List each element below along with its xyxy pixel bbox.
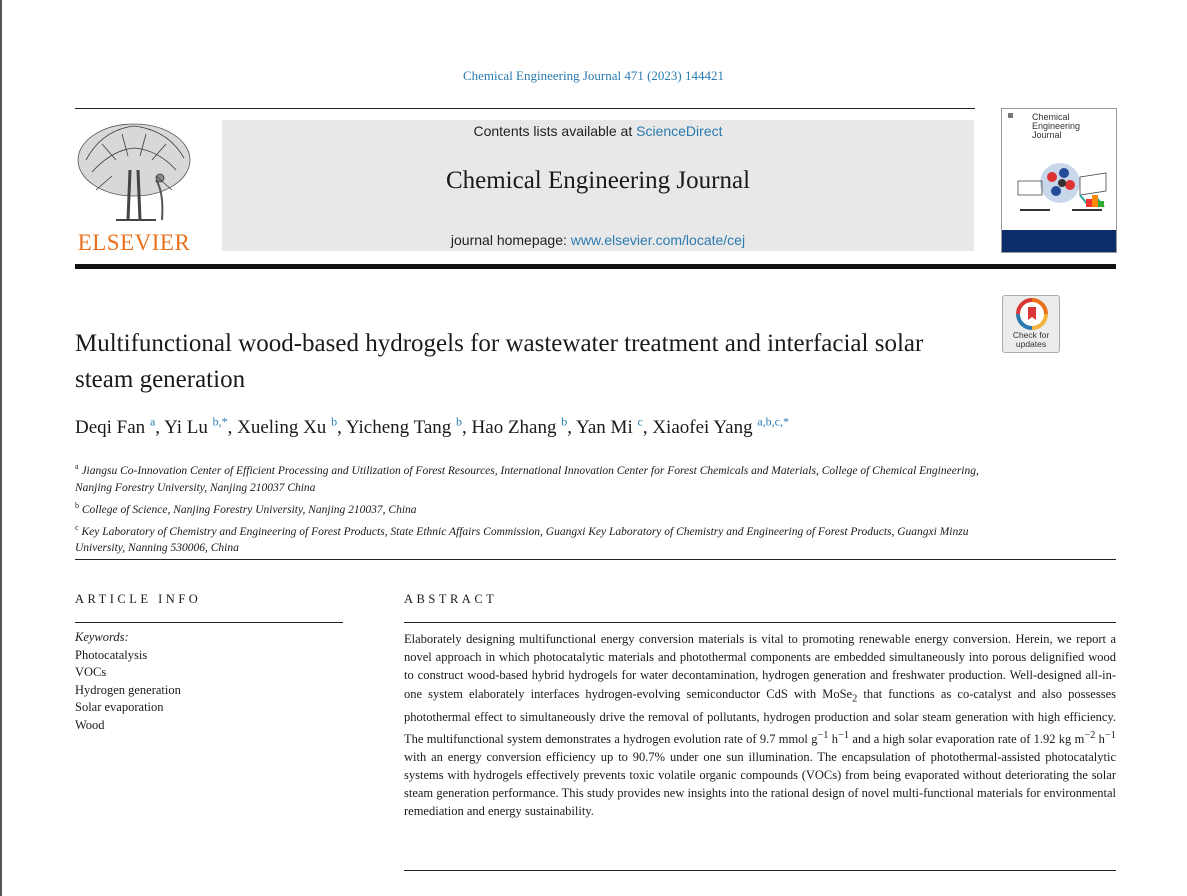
abstract-heading: ABSTRACT xyxy=(404,592,498,606)
header-top-rule xyxy=(75,108,975,109)
author-name[interactable]: Yan Mi xyxy=(576,417,633,438)
affiliation-mark: c xyxy=(75,522,79,532)
affiliation-mark: b xyxy=(75,500,79,510)
abstract-bottom-rule xyxy=(404,870,1116,871)
elsevier-tree-icon xyxy=(72,120,196,228)
contents-prefix: Contents lists available at xyxy=(473,123,637,139)
affiliation-item xyxy=(75,497,985,519)
article-info-rule xyxy=(75,622,343,623)
author-name[interactable]: Deqi Fan xyxy=(75,417,146,438)
page-edge-rule xyxy=(0,0,2,896)
author-affiliation-mark[interactable]: b,* xyxy=(212,414,228,429)
keyword-item: VOCs xyxy=(75,665,107,679)
affiliation-text: Key Laboratory of Chemistry and Engineering of Forest Products, State Ethnic Affairs Commission, Guangxi Key Laboratory of Chemistry and Engineering of Forest Products, Guangxi Minzu University, Nanning 530006, China xyxy=(75,525,969,555)
keyword-item: Wood xyxy=(75,717,105,732)
check-updates-icon xyxy=(1003,296,1061,332)
affiliation-list xyxy=(75,458,985,557)
author-affiliation-mark[interactable]: a xyxy=(149,414,156,429)
article-title: Multifunctional wood-based hydrogels for wastewater treatment and interfacial solar steam generation xyxy=(75,330,924,393)
journal-title: Chemical Engineering Journal xyxy=(445,167,751,194)
affiliation-mark: a xyxy=(75,462,79,471)
author-affiliation-mark[interactable]: b xyxy=(561,414,568,429)
keywords-block xyxy=(75,629,181,734)
journal-cover-thumbnail[interactable] xyxy=(1001,108,1117,253)
author-affiliation-mark[interactable]: b xyxy=(456,414,463,429)
author-name[interactable]: Yicheng Tang xyxy=(345,417,452,438)
keyword-item: Solar evaporation xyxy=(75,700,164,714)
cover-footer-band xyxy=(1002,230,1116,252)
check-for-updates-badge[interactable] xyxy=(1002,295,1060,353)
affiliation-text: College of Science, Nanjing Forestry University, Nanjing 210037, China xyxy=(81,503,417,516)
abstract-text: Elaborately designing multifunctional energy conversion materials is vital to promoting renewable energy conversion. Herein, we report a novel approach in which photocatalytic materials and photothermal components are embedded simultaneously into porous delignified wood to construct wood-based hybrid hydrogels for water decontamination, hydrogen generation and freshwater production. Well-designed all-in-one system elaborately interfaces hydrogen-evolving semiconductor CdS with MoSe$_2$ that functions as co-catalyst and also possesses photothermal effect to simultaneously drive the removal of pollutants, hydrogen production and solar steam generation with high efficiency. The multifunctional system demonstrates a hydrogen evolution rate of 9.7 mmol $g^{-1}$ $h^{-1}$ and a high solar evaporation rate of 1.92 kg $m^{-2}$ $h^{-1}$ with an energy conversion efficiency up to 90.7% under one sun illumination. The encapsulation of photothermal-assisted photocatalytic systems with hydrogels effectively prevents toxic volatile organic compounds (VOCs) from being evaporated without deteriorating the solar steam generation performance. This study provides new insights into the rational design of novel multi-functional materials for environmental remediation and energy sustainability. xyxy=(404,632,1116,819)
keyword-item: Hydrogen generation xyxy=(75,682,181,697)
cover-title: Chemical Engineering Journal xyxy=(1032,112,1081,140)
author-name[interactable]: Yi Lu xyxy=(164,417,208,438)
elsevier-logo[interactable] xyxy=(72,120,196,255)
journal-banner xyxy=(222,120,974,251)
author-affiliation-mark[interactable]: c xyxy=(637,414,643,429)
affiliation-text: Jiangsu Co-Innovation Center of Efficient Processing and Utilization of Forest Resources, International Innovation Center for Forest Chemicals and Materials, College of Chemical Engineering, Nanjing Forestry University, Nanjing 210037 China xyxy=(75,464,979,494)
author-affiliation-mark[interactable]: a,b,c,* xyxy=(757,414,789,429)
affiliation-item xyxy=(75,519,985,558)
header-thick-rule xyxy=(75,264,1116,269)
check-updates-label: Check for updates xyxy=(1012,330,1050,349)
homepage-line xyxy=(222,232,974,248)
abstract-rule xyxy=(404,622,1116,623)
sciencedirect-link[interactable]: ScienceDirect xyxy=(636,123,723,139)
journal-citation[interactable]: Chemical Engineering Journal 471 (2023) 144421 xyxy=(462,68,725,83)
elsevier-wordmark: ELSEVIER xyxy=(77,230,191,255)
section-divider xyxy=(75,559,1116,560)
author-name[interactable]: Xueling Xu xyxy=(237,417,327,438)
affiliation-item xyxy=(75,458,985,497)
contents-line xyxy=(222,123,974,139)
author-affiliation-mark[interactable]: b xyxy=(331,414,338,429)
author-name[interactable]: Xiaofei Yang xyxy=(652,417,753,438)
keyword-item: Photocatalysis xyxy=(75,647,148,662)
author-list: Deqi Fan $^a$, Yi Lu $^{b,*}$, Xueling Xu $^b$, Yicheng Tang $^b$, Hao Zhang $^b$, Yan Mi $^c$, Xiaofei Yang $^{a,b,c,*}$ xyxy=(75,414,789,438)
homepage-prefix: journal homepage: xyxy=(450,232,571,248)
homepage-link[interactable]: www.elsevier.com/locate/cej xyxy=(570,232,746,248)
keywords-label: Keywords: xyxy=(75,630,129,644)
article-info-heading: ARTICLE INFO xyxy=(75,592,202,606)
author-name[interactable]: Hao Zhang xyxy=(471,417,557,438)
